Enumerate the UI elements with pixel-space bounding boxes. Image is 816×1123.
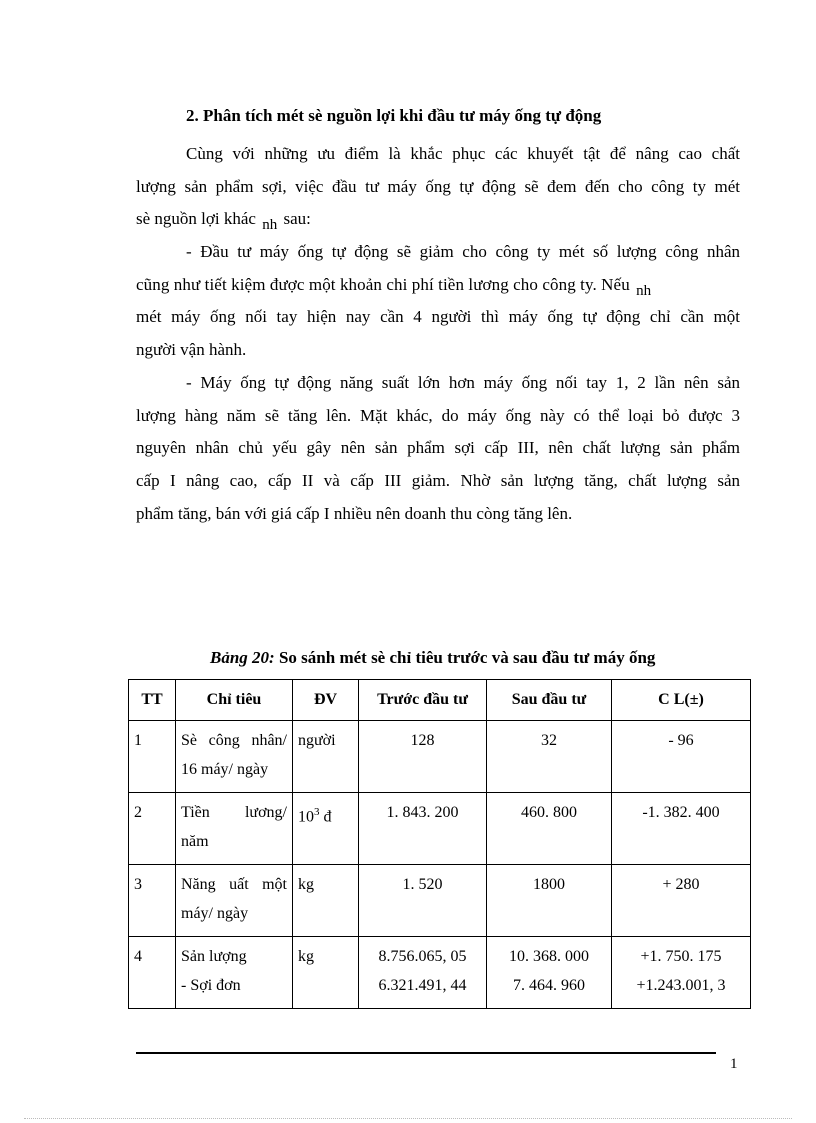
stray-subscript: nh	[636, 282, 652, 299]
cell-after: 460. 800	[487, 793, 612, 865]
cell-indicator: Sản lượng - Sợi đơn	[176, 937, 293, 1009]
header-before: Trước đầu tư	[359, 680, 487, 721]
table-caption: Bảng 20: So sánh mét sè chỉ tiêu trước và sau đầu tư máy ống	[210, 648, 656, 667]
page-number: 1	[730, 1056, 738, 1072]
cell-before: 1. 843. 200	[359, 793, 487, 865]
text-line: lượng sản phẩm sợi, việc đầu tư máy ống tự động sẽ đem đến cho công ty mét	[136, 176, 740, 196]
cell-indicator: Tiền lương/ năm	[176, 793, 293, 865]
cell-after: 32	[487, 721, 612, 793]
text-line: mét máy ống nối tay hiện nay cần 4 người thì máy ống tự động chỉ cần một	[136, 307, 740, 327]
cell-tt: 4	[129, 937, 176, 1009]
table-row	[129, 721, 751, 793]
text-line: lượng hàng năm sẽ tăng lên. Mặt khác, do máy ống này có thể loại bỏ được 3	[136, 405, 740, 425]
header-tt: TT	[129, 680, 176, 721]
paragraph-1	[136, 138, 740, 236]
cell-unit: $10^3$ đ	[293, 793, 359, 865]
header-unit: ĐV	[293, 680, 359, 721]
cell-before: 1. 520	[359, 865, 487, 937]
text-line: - Máy ống tự động năng suất lớn hơn máy ống nối tay 1, 2 lần nên sản	[186, 373, 740, 392]
page-bottom-dotted-border	[24, 1118, 792, 1119]
paragraph-3	[136, 367, 740, 530]
cell-difference: -1. 382. 400	[612, 793, 751, 865]
cell-tt: 2	[129, 793, 176, 865]
cell-difference: +1. 750. 175 +1.243.001, 3	[612, 937, 751, 1009]
cell-difference: - 96	[612, 721, 751, 793]
header-after: Sau đầu tư	[487, 680, 612, 721]
header-indicator: Chỉ tiêu	[176, 680, 293, 721]
cell-tt: 1	[129, 721, 176, 793]
cell-indicator: Sè công nhân/ 16 máy/ ngày	[176, 721, 293, 793]
text-line: cũng như tiết kiệm được một khoản chi phí tiền lương cho công ty. Nếu nh	[136, 274, 652, 299]
cell-unit: người	[293, 721, 359, 793]
cell-difference: + 280	[612, 865, 751, 937]
cell-after: 1800	[487, 865, 612, 937]
text-line: cấp I nâng cao, cấp II và cấp III giảm. Nhờ sản lượng tăng, chất lượng sản	[136, 471, 740, 491]
text-line: - Đầu tư máy ống tự động sẽ giảm cho công ty mét số lượng công nhân	[186, 242, 740, 261]
cell-unit: kg	[293, 865, 359, 937]
footer-rule	[136, 1052, 716, 1054]
comparison-table	[128, 679, 751, 1009]
text-line: sè nguồn lợi khác nh sau:	[136, 209, 311, 234]
text-line: Cùng với những ưu điểm là khắc phục các khuyết tật để nâng cao chất	[186, 144, 740, 163]
header-difference: C L(±)	[612, 680, 751, 721]
stray-subscript: nh	[262, 217, 278, 234]
table-row	[129, 865, 751, 937]
text-line: phẩm tăng, bán với giá cấp I nhiều nên doanh thu còng tăng lên.	[136, 503, 573, 523]
table-header-row	[129, 680, 751, 721]
cell-after: 10. 368. 000 7. 464. 960	[487, 937, 612, 1009]
text-line: nguyên nhân chủ yếu gây nên sản phẩm sợi cấp III, nên chất lượng sản phẩm	[136, 438, 740, 458]
table-row	[129, 793, 751, 865]
text-line: người vận hành.	[136, 340, 247, 360]
table-row	[129, 937, 751, 1009]
cell-before: 128	[359, 721, 487, 793]
cell-before: 8.756.065, 05 6.321.491, 44	[359, 937, 487, 1009]
cell-indicator: Năng uất một máy/ ngày	[176, 865, 293, 937]
paragraph-2	[136, 236, 740, 367]
cell-unit: kg	[293, 937, 359, 1009]
section-heading: 2. Phân tích mét sè nguồn lợi khi đầu tư máy ống tự động	[186, 106, 602, 125]
cell-tt: 3	[129, 865, 176, 937]
